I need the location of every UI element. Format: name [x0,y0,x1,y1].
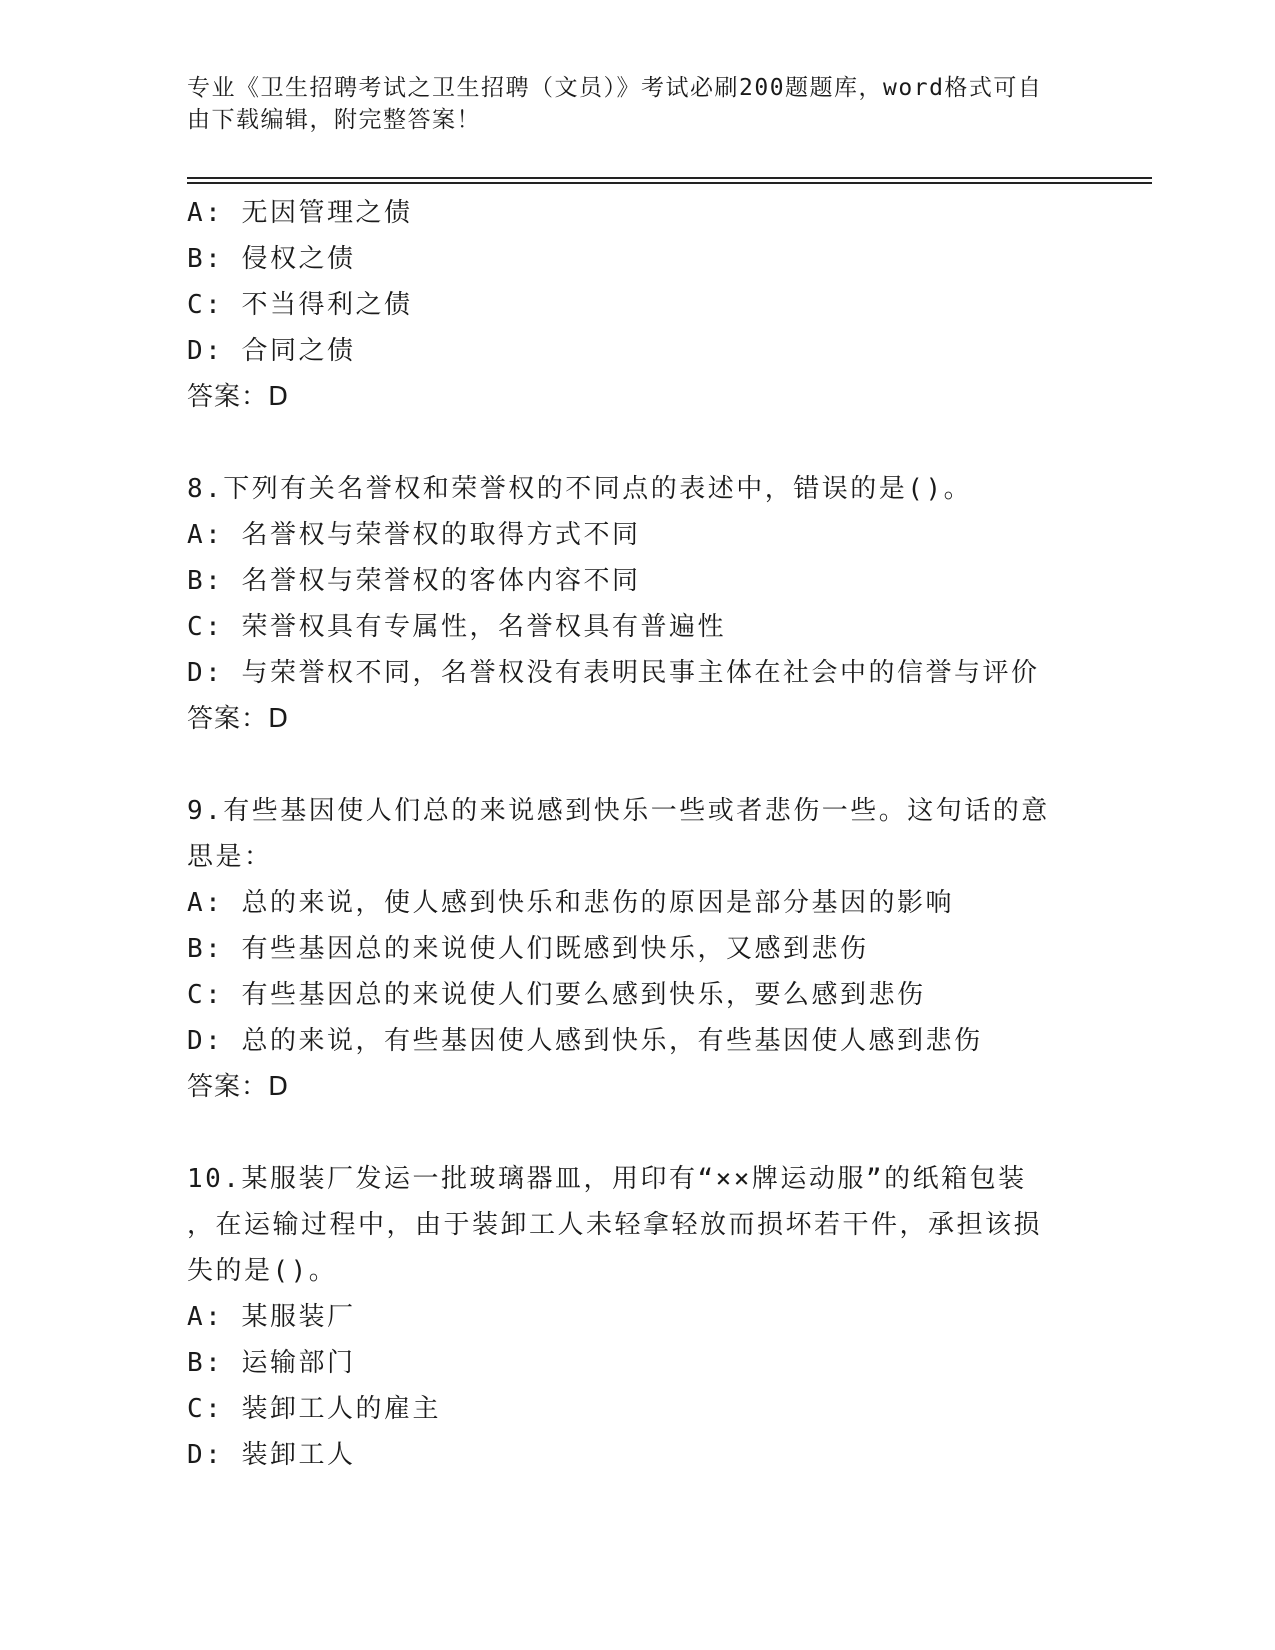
option-d: D: 合同之债 [187,336,356,366]
answer-line: 答案：D [187,704,290,734]
option-c: C: 有些基因总的来说使人们要么感到快乐，要么感到悲伤 [187,980,926,1010]
option-a: A: 某服装厂 [187,1302,356,1332]
answer-line: 答案：D [187,382,290,412]
spacer [187,1110,1087,1156]
question-stem-line-2: 思是： [187,842,273,872]
question-8 [187,466,1087,742]
option-a: A: 无因管理之债 [187,198,413,228]
document-header [187,72,1087,136]
question-list [187,190,1087,1478]
option-b: B: 名誉权与荣誉权的客体内容不同 [187,566,641,596]
spacer [187,742,1087,788]
option-d: D: 装卸工人 [187,1440,356,1470]
option-a: A: 名誉权与荣誉权的取得方式不同 [187,520,641,550]
option-c: C: 不当得利之债 [187,290,413,320]
header-divider-top [187,177,1152,179]
spacer [187,420,1087,466]
option-b: B: 运输部门 [187,1348,356,1378]
question-stem: 8.下列有关名誉权和荣誉权的不同点的表述中，错误的是()。 [187,474,973,504]
option-b: B: 侵权之债 [187,244,356,274]
option-c: C: 荣誉权具有专属性，名誉权具有普遍性 [187,612,726,642]
question-stem-line-1: 9.有些基因使人们总的来说感到快乐一些或者悲伤一些。这句话的意 [187,796,1050,826]
question-7 [187,190,1087,420]
header-title-line-1: 专业《卫生招聘考试之卫生招聘（文员）》考试必刷200题题库，word格式可自 [187,75,1043,101]
question-stem-line-2: ，在运输过程中，由于装卸工人未轻拿轻放而损坏若干件，承担该损 [187,1210,1043,1240]
option-d: D: 总的来说，有些基因使人感到快乐，有些基因使人感到悲伤 [187,1026,983,1056]
option-d: D: 与荣誉权不同，名誉权没有表明民事主体在社会中的信誉与评价 [187,658,1040,688]
answer-line: 答案：D [187,1072,290,1102]
option-a: A: 总的来说，使人感到快乐和悲伤的原因是部分基因的影响 [187,888,954,918]
question-9 [187,788,1087,1110]
header-divider-bottom [187,182,1152,184]
option-b: B: 有些基因总的来说使人们既感到快乐，又感到悲伤 [187,934,869,964]
header-title-line-2: 由下载编辑，附完整答案！ [187,107,481,133]
question-10 [187,1156,1087,1478]
option-c: C: 装卸工人的雇主 [187,1394,441,1424]
question-stem-line-1: 10.某服装厂发运一批玻璃器皿，用印有“××牌运动服”的纸箱包装 [187,1164,1027,1194]
question-stem-line-3: 失的是()。 [187,1256,338,1286]
